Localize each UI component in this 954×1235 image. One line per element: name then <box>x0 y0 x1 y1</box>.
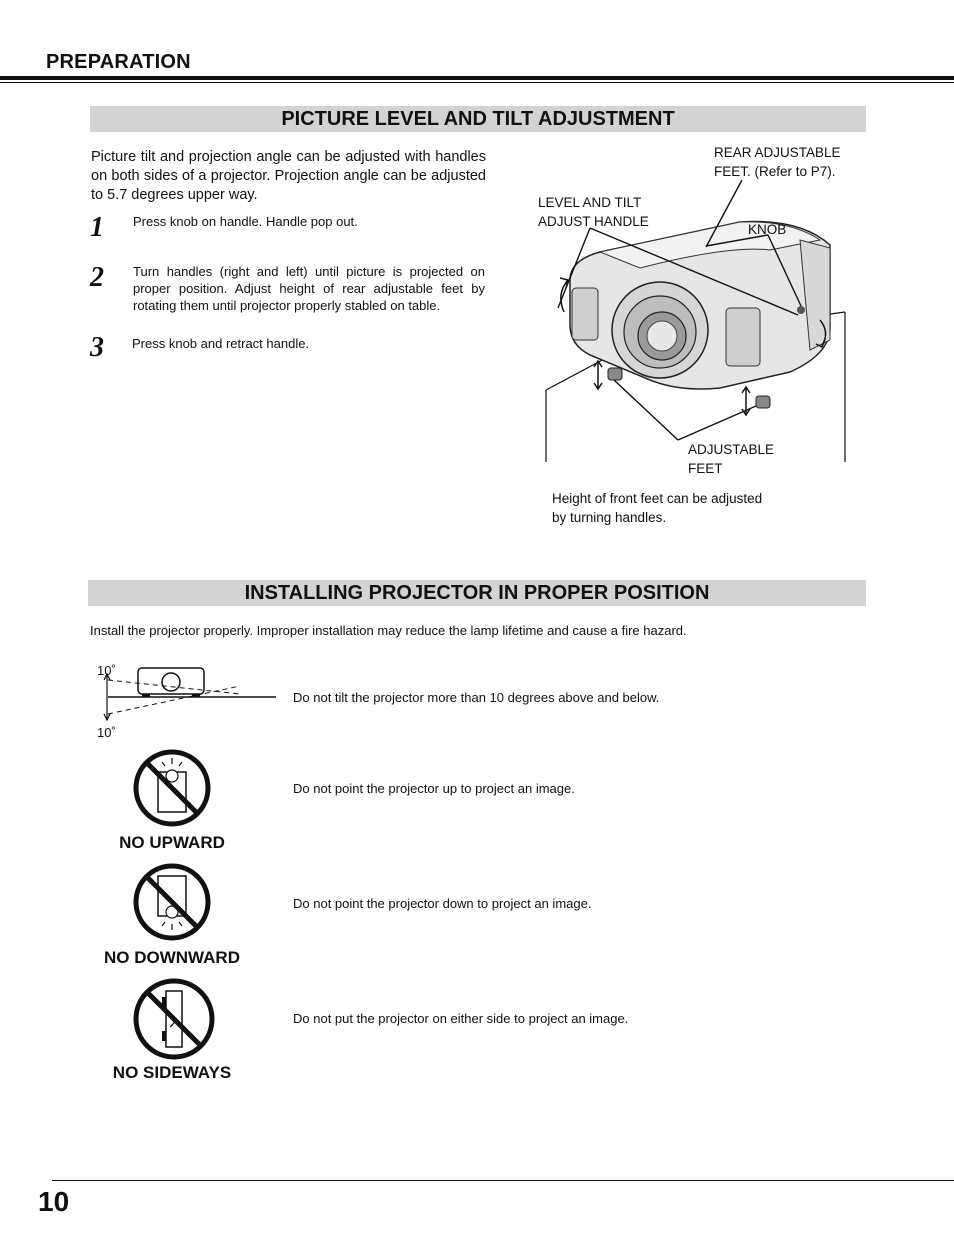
knob-label: KNOB <box>748 222 787 237</box>
step-2-number: 2 <box>90 262 104 293</box>
feet-caption-line1: Height of front feet can be adjusted <box>552 491 763 506</box>
tilt-diagram <box>100 666 280 726</box>
no-upward-caption: NO UPWARD <box>119 833 225 852</box>
tilt-angle-bottom: 10˚ <box>97 725 116 740</box>
no-upward-text: Do not point the projector up to project an image. <box>293 781 575 796</box>
install-intro: Install the projector properly. Improper installation may reduce the lamp lifetime and cause a fire hazard. <box>90 623 687 638</box>
step-1-number: 1 <box>90 212 104 243</box>
header-rule <box>0 76 954 80</box>
install-title: INSTALLING PROJECTOR IN PROPER POSITION <box>88 580 866 606</box>
step-2-text: Turn handles (right and left) until picture is projected on proper position. Adjust height of rear adjustable feet by rotating them until projector properly stabled on table. <box>133 264 485 313</box>
rear-feet-label-line2: FEET. (Refer to P7). <box>714 164 836 179</box>
step-3-number: 3 <box>90 332 104 363</box>
section-header: PREPARATION <box>46 51 191 73</box>
step-3-text: Press knob and retract handle. <box>132 336 310 351</box>
tilt-rule-text: Do not tilt the projector more than 10 degrees above and below. <box>293 690 660 705</box>
no-downward-caption: NO DOWNWARD <box>104 948 240 967</box>
rear-feet-label-line1: REAR ADJUSTABLE <box>714 145 841 160</box>
no-sideways-text: Do not put the projector on either side to project an image. <box>293 1011 629 1026</box>
handle-label-line2: ADJUST HANDLE <box>538 214 649 229</box>
tilt-angle-top: 10˚ <box>97 663 116 678</box>
no-sideways-caption: NO SIDEWAYS <box>112 1063 232 1082</box>
feet-caption-line2: by turning handles. <box>552 510 667 525</box>
no-downward-text: Do not point the projector down to project an image. <box>293 896 592 911</box>
page-number: 10 <box>38 1186 70 1217</box>
projector-illustration <box>530 140 860 470</box>
adjustable-feet-label-line1: ADJUSTABLE <box>688 442 775 457</box>
no-sideways-icon <box>132 977 216 1061</box>
level-tilt-intro: Picture tilt and projection angle can be adjusted with handles on both sides of a projector. Projection angle can be adjusted to 5.7 degrees upper way. <box>91 149 486 203</box>
step-1-text: Press knob on handle. Handle pop out. <box>133 214 358 229</box>
level-tilt-title: PICTURE LEVEL AND TILT ADJUSTMENT <box>90 106 866 132</box>
adjustable-feet-label-line2: FEET <box>688 461 723 476</box>
no-upward-icon <box>132 748 212 828</box>
no-downward-icon <box>132 862 212 942</box>
handle-label-line1: LEVEL AND TILT <box>538 195 642 210</box>
header-rule-thin <box>0 82 954 83</box>
footer-rule <box>52 1180 954 1181</box>
